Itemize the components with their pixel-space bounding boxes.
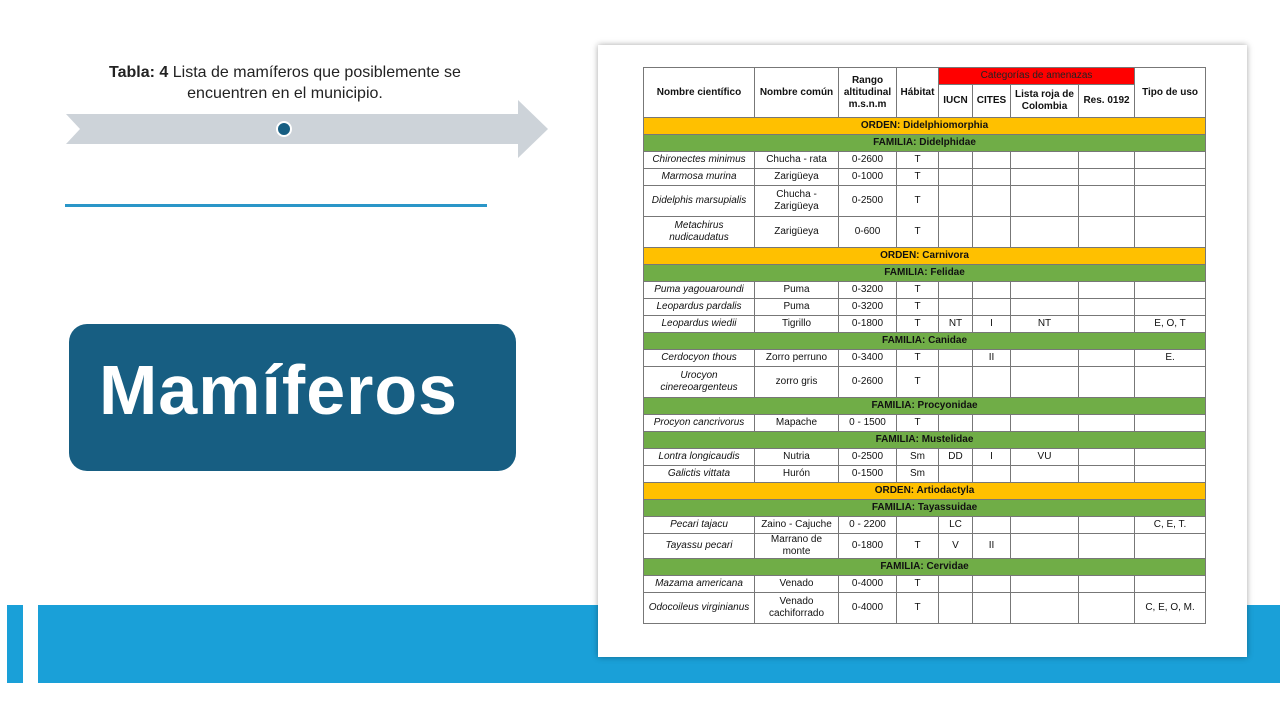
cell-common: Chucha - Zarigüeya: [755, 186, 839, 217]
family-label: FAMILIA: Tayassuidae: [644, 500, 1206, 517]
cell-cites: I: [973, 449, 1011, 466]
cell-use: [1135, 299, 1206, 316]
cell-use: [1135, 282, 1206, 299]
cell-habitat: T: [897, 350, 939, 367]
cell-use: C, E, O, M.: [1135, 593, 1206, 624]
table-row: [644, 316, 1206, 333]
cell-res: [1079, 415, 1135, 432]
cell-range: 0-600: [839, 217, 897, 248]
cell-redlist: [1011, 217, 1079, 248]
header-iucn: IUCN: [939, 85, 973, 118]
cell-iucn: [939, 282, 973, 299]
cell-habitat: T: [897, 316, 939, 333]
cell-res: [1079, 217, 1135, 248]
cell-redlist: [1011, 534, 1079, 559]
cell-cites: [973, 367, 1011, 398]
table-row: [644, 449, 1206, 466]
cell-use: [1135, 152, 1206, 169]
cell-sci: Procyon cancrivorus: [644, 415, 755, 432]
cell-range: 0-2500: [839, 449, 897, 466]
cell-use: E, O, T: [1135, 316, 1206, 333]
cell-cites: [973, 517, 1011, 534]
cell-use: [1135, 576, 1206, 593]
cell-habitat: T: [897, 186, 939, 217]
table-row: [644, 217, 1206, 248]
family-label: FAMILIA: Cervidae: [644, 559, 1206, 576]
table-row: [644, 186, 1206, 217]
cell-sci: Chironectes minimus: [644, 152, 755, 169]
cell-use: [1135, 217, 1206, 248]
cell-res: [1079, 169, 1135, 186]
header-res-0192: Res. 0192: [1079, 85, 1135, 118]
cell-redlist: [1011, 350, 1079, 367]
cell-habitat: T: [897, 415, 939, 432]
cell-range: 0-2600: [839, 152, 897, 169]
caption-text: Lista de mamíferos que posiblemente se encuentren en el municipio.: [168, 64, 461, 102]
cell-common: Chucha - rata: [755, 152, 839, 169]
cell-sci: Metachirus nudicaudatus: [644, 217, 755, 248]
mammals-table: [643, 67, 1206, 624]
cell-range: 0-3200: [839, 299, 897, 316]
cell-iucn: [939, 415, 973, 432]
order-row: [644, 118, 1206, 135]
cell-use: [1135, 169, 1206, 186]
table-row: [644, 152, 1206, 169]
cell-sci: Pecari tajacu: [644, 517, 755, 534]
cell-habitat: T: [897, 367, 939, 398]
header-threat-categories: Categorías de amenazas: [939, 68, 1135, 85]
cell-iucn: [939, 217, 973, 248]
cell-sci: Cerdocyon thous: [644, 350, 755, 367]
cell-iucn: [939, 186, 973, 217]
timeline-dot: [277, 122, 291, 136]
cell-cites: [973, 576, 1011, 593]
header-habitat: Hábitat: [897, 68, 939, 118]
cell-iucn: [939, 466, 973, 483]
family-label: FAMILIA: Mustelidae: [644, 432, 1206, 449]
cell-res: [1079, 299, 1135, 316]
cell-range: 0-1500: [839, 466, 897, 483]
cell-habitat: Sm: [897, 449, 939, 466]
cell-res: [1079, 282, 1135, 299]
cell-res: [1079, 534, 1135, 559]
cell-range: 0 - 1500: [839, 415, 897, 432]
cell-redlist: [1011, 576, 1079, 593]
cell-redlist: [1011, 593, 1079, 624]
cell-common: Puma: [755, 299, 839, 316]
cell-sci: Odocoileus virginianus: [644, 593, 755, 624]
table-caption: [70, 62, 500, 104]
cell-cites: [973, 282, 1011, 299]
cell-redlist: NT: [1011, 316, 1079, 333]
cell-habitat: T: [897, 152, 939, 169]
cell-iucn: [939, 152, 973, 169]
header-common-name: Nombre común: [755, 68, 839, 118]
cell-use: C, E, T.: [1135, 517, 1206, 534]
cell-redlist: [1011, 367, 1079, 398]
cell-res: [1079, 152, 1135, 169]
family-label: FAMILIA: Didelphidae: [644, 135, 1206, 152]
cell-use: [1135, 367, 1206, 398]
cell-habitat: T: [897, 576, 939, 593]
cell-habitat: T: [897, 217, 939, 248]
cell-common: Nutria: [755, 449, 839, 466]
cell-redlist: [1011, 299, 1079, 316]
table-row: [644, 517, 1206, 534]
cell-redlist: [1011, 466, 1079, 483]
cell-cites: [973, 169, 1011, 186]
cell-redlist: [1011, 415, 1079, 432]
cell-use: [1135, 534, 1206, 559]
table-row: [644, 534, 1206, 559]
cell-common: Venado cachiforrado: [755, 593, 839, 624]
divider-line: [65, 204, 487, 207]
timeline-arrow: [66, 100, 550, 162]
cell-iucn: DD: [939, 449, 973, 466]
cell-sci: Galictis vittata: [644, 466, 755, 483]
family-label: FAMILIA: Canidae: [644, 333, 1206, 350]
family-label: FAMILIA: Felidae: [644, 265, 1206, 282]
cell-common: Zorro perruno: [755, 350, 839, 367]
cell-res: [1079, 576, 1135, 593]
header-cites: CITES: [973, 85, 1011, 118]
cell-iucn: LC: [939, 517, 973, 534]
cell-sci: Didelphis marsupialis: [644, 186, 755, 217]
cell-res: [1079, 466, 1135, 483]
table-row: [644, 593, 1206, 624]
table-card: [598, 45, 1247, 657]
cell-res: [1079, 367, 1135, 398]
family-row: [644, 265, 1206, 282]
cell-iucn: NT: [939, 316, 973, 333]
cell-use: [1135, 415, 1206, 432]
cell-common: Venado: [755, 576, 839, 593]
cell-cites: II: [973, 350, 1011, 367]
cell-use: [1135, 449, 1206, 466]
cell-range: 0-3400: [839, 350, 897, 367]
cell-habitat: Sm: [897, 466, 939, 483]
cell-sci: Lontra longicaudis: [644, 449, 755, 466]
cell-sci: Mazama americana: [644, 576, 755, 593]
cell-cites: [973, 152, 1011, 169]
order-label: ORDEN: Didelphiomorphia: [644, 118, 1206, 135]
cell-sci: Urocyon cinereoargenteus: [644, 367, 755, 398]
cell-habitat: T: [897, 169, 939, 186]
caption-label: Tabla: 4: [109, 64, 169, 81]
cell-cites: [973, 299, 1011, 316]
table-row: [644, 282, 1206, 299]
cell-habitat: T: [897, 534, 939, 559]
cell-common: Tigrillo: [755, 316, 839, 333]
cell-common: Zarigüeya: [755, 217, 839, 248]
cell-range: 0-4000: [839, 593, 897, 624]
cell-range: 0-1800: [839, 534, 897, 559]
cell-redlist: VU: [1011, 449, 1079, 466]
family-row: [644, 398, 1206, 415]
cell-common: Zarigüeya: [755, 169, 839, 186]
family-row: [644, 432, 1206, 449]
cell-redlist: [1011, 186, 1079, 217]
cell-common: Mapache: [755, 415, 839, 432]
cell-common: Zaino - Cajuche: [755, 517, 839, 534]
cell-cites: I: [973, 316, 1011, 333]
slide-title: Mamíferos: [99, 351, 459, 429]
cell-cites: [973, 415, 1011, 432]
cell-common: Hurón: [755, 466, 839, 483]
cell-sci: Marmosa murina: [644, 169, 755, 186]
cell-use: [1135, 466, 1206, 483]
cell-habitat: T: [897, 593, 939, 624]
cell-range: 0-2500: [839, 186, 897, 217]
cell-range: 0-3200: [839, 282, 897, 299]
cell-iucn: [939, 576, 973, 593]
cell-cites: [973, 186, 1011, 217]
table-row: [644, 169, 1206, 186]
cell-redlist: [1011, 152, 1079, 169]
cell-range: 0-2600: [839, 367, 897, 398]
table-row: [644, 576, 1206, 593]
title-box: [69, 324, 516, 471]
cell-range: 0-1000: [839, 169, 897, 186]
cell-range: 0-4000: [839, 576, 897, 593]
table-row: [644, 299, 1206, 316]
cell-common: zorro gris: [755, 367, 839, 398]
cell-redlist: [1011, 282, 1079, 299]
cell-iucn: [939, 350, 973, 367]
cell-range: 0-1800: [839, 316, 897, 333]
family-row: [644, 135, 1206, 152]
order-label: ORDEN: Artiodactyla: [644, 483, 1206, 500]
cell-res: [1079, 186, 1135, 217]
cell-habitat: [897, 517, 939, 534]
cell-iucn: [939, 299, 973, 316]
header-use-type: Tipo de uso: [1135, 68, 1206, 118]
cell-cites: [973, 593, 1011, 624]
table-row: [644, 350, 1206, 367]
order-row: [644, 248, 1206, 265]
cell-iucn: V: [939, 534, 973, 559]
table-row: [644, 367, 1206, 398]
table-row: [644, 466, 1206, 483]
cell-habitat: T: [897, 299, 939, 316]
table-row: [644, 415, 1206, 432]
header-scientific-name: Nombre científico: [644, 68, 755, 118]
cell-habitat: T: [897, 282, 939, 299]
family-label: FAMILIA: Procyonidae: [644, 398, 1206, 415]
order-row: [644, 483, 1206, 500]
cell-iucn: [939, 169, 973, 186]
family-row: [644, 333, 1206, 350]
cell-range: 0 - 2200: [839, 517, 897, 534]
cell-redlist: [1011, 517, 1079, 534]
header-altitude-range: Rango altitudinal m.s.n.m: [839, 68, 897, 118]
cell-use: [1135, 186, 1206, 217]
order-label: ORDEN: Carnivora: [644, 248, 1206, 265]
footer-band-accent: [7, 605, 23, 683]
cell-res: [1079, 449, 1135, 466]
cell-res: [1079, 593, 1135, 624]
cell-res: [1079, 350, 1135, 367]
cell-cites: [973, 217, 1011, 248]
cell-iucn: [939, 367, 973, 398]
cell-res: [1079, 316, 1135, 333]
cell-res: [1079, 517, 1135, 534]
cell-redlist: [1011, 169, 1079, 186]
cell-iucn: [939, 593, 973, 624]
cell-sci: Puma yagouaroundi: [644, 282, 755, 299]
cell-cites: [973, 466, 1011, 483]
cell-use: E.: [1135, 350, 1206, 367]
cell-common: Marrano de monte: [755, 534, 839, 559]
family-row: [644, 559, 1206, 576]
cell-sci: Leopardus wiedii: [644, 316, 755, 333]
cell-common: Puma: [755, 282, 839, 299]
cell-sci: Leopardus pardalis: [644, 299, 755, 316]
cell-sci: Tayassu pecari: [644, 534, 755, 559]
family-row: [644, 500, 1206, 517]
header-red-list: Lista roja de Colombia: [1011, 85, 1079, 118]
cell-cites: II: [973, 534, 1011, 559]
